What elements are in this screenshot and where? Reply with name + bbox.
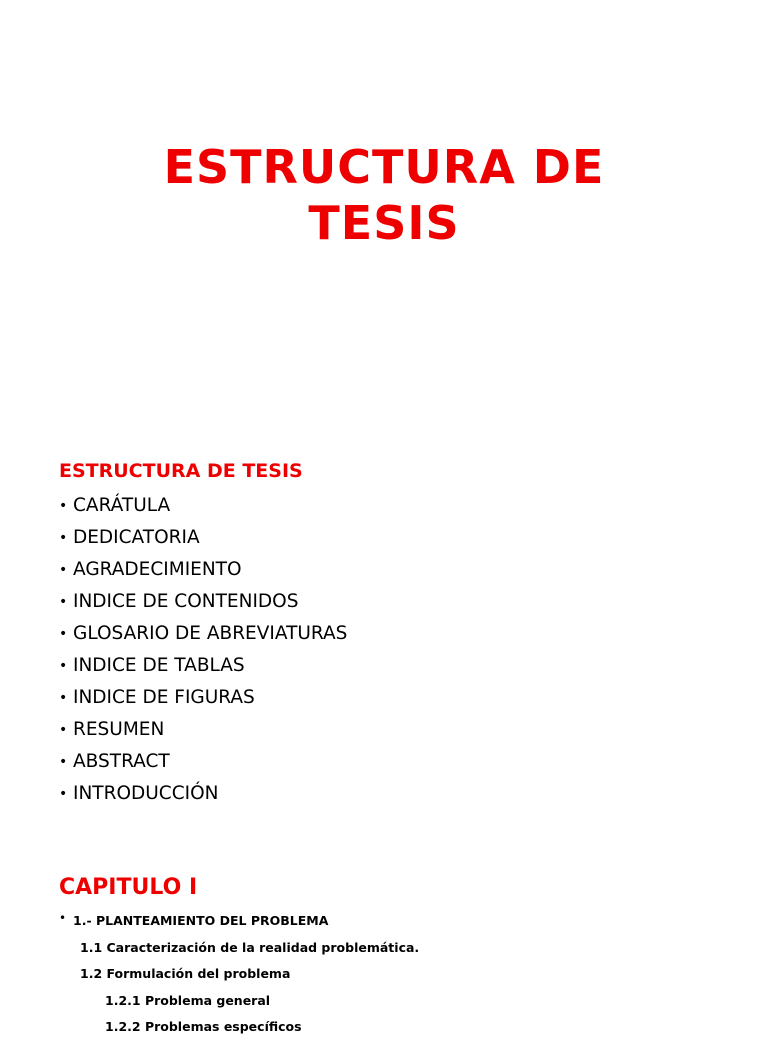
list-item-text: ABSTRACT	[73, 751, 170, 772]
list-item	[59, 908, 739, 935]
list-item-text: INDICE DE FIGURAS	[73, 687, 255, 708]
bullet-icon: •	[59, 786, 68, 802]
bullet-icon: •	[59, 658, 68, 674]
list-item	[59, 554, 739, 586]
list-item-text: INDICE DE TABLAS	[73, 655, 245, 676]
main-title-line-2: TESIS	[308, 195, 460, 250]
structure-heading: ESTRUCTURA DE TESIS	[59, 460, 303, 482]
list-item	[59, 1014, 739, 1041]
main-title	[0, 139, 768, 251]
list-item	[59, 618, 739, 650]
list-item-text: AGRADECIMIENTO	[73, 559, 242, 580]
list-item-text: GLOSARIO DE ABREVIATURAS	[73, 623, 348, 644]
list-item-text: INDICE DE CONTENIDOS	[73, 591, 299, 612]
list-item	[59, 682, 739, 714]
list-item-text: 1.1 Caracterización de la realidad problemática.	[80, 939, 420, 955]
list-item	[59, 778, 739, 810]
structure-list	[59, 490, 739, 810]
list-item	[59, 961, 739, 988]
bullet-icon: •	[59, 626, 68, 642]
list-item	[59, 522, 739, 554]
list-item	[59, 490, 739, 522]
bullet-icon: •	[59, 594, 68, 610]
structure-section	[59, 458, 739, 810]
bullet-icon: •	[59, 498, 68, 514]
bullet-icon: •	[59, 530, 68, 546]
bullet-icon: •	[59, 754, 68, 770]
chapter-1-section	[59, 872, 739, 1041]
chapter-1-heading: CAPITULO I	[59, 875, 198, 900]
list-item-text: DEDICATORIA	[73, 527, 200, 548]
list-item	[59, 988, 739, 1015]
list-item-text: 1.2.2 Problemas específicos	[105, 1019, 302, 1034]
bullet-icon: •	[59, 722, 68, 738]
list-item	[59, 935, 739, 962]
list-item-text: INTRODUCCIÓN	[73, 783, 219, 804]
list-item	[59, 746, 739, 778]
list-item-text: RESUMEN	[73, 719, 165, 740]
bullet-icon: •	[59, 690, 68, 706]
list-item	[59, 650, 739, 682]
bullet-icon: •	[59, 911, 67, 925]
list-item-text: CARÁTULA	[73, 495, 171, 516]
list-item	[59, 714, 739, 746]
chapter-1-list	[59, 908, 739, 1041]
list-item	[59, 586, 739, 618]
list-item-text: 1.2.1 Problema general	[105, 992, 271, 1008]
main-title-line-1: ESTRUCTURA DE	[163, 139, 605, 194]
bullet-icon: •	[59, 562, 68, 578]
title-slide	[0, 0, 768, 440]
list-item-text: 1.- PLANTEAMIENTO DEL PROBLEMA	[73, 913, 329, 928]
list-item-text: 1.2 Formulación del problema	[80, 966, 291, 981]
